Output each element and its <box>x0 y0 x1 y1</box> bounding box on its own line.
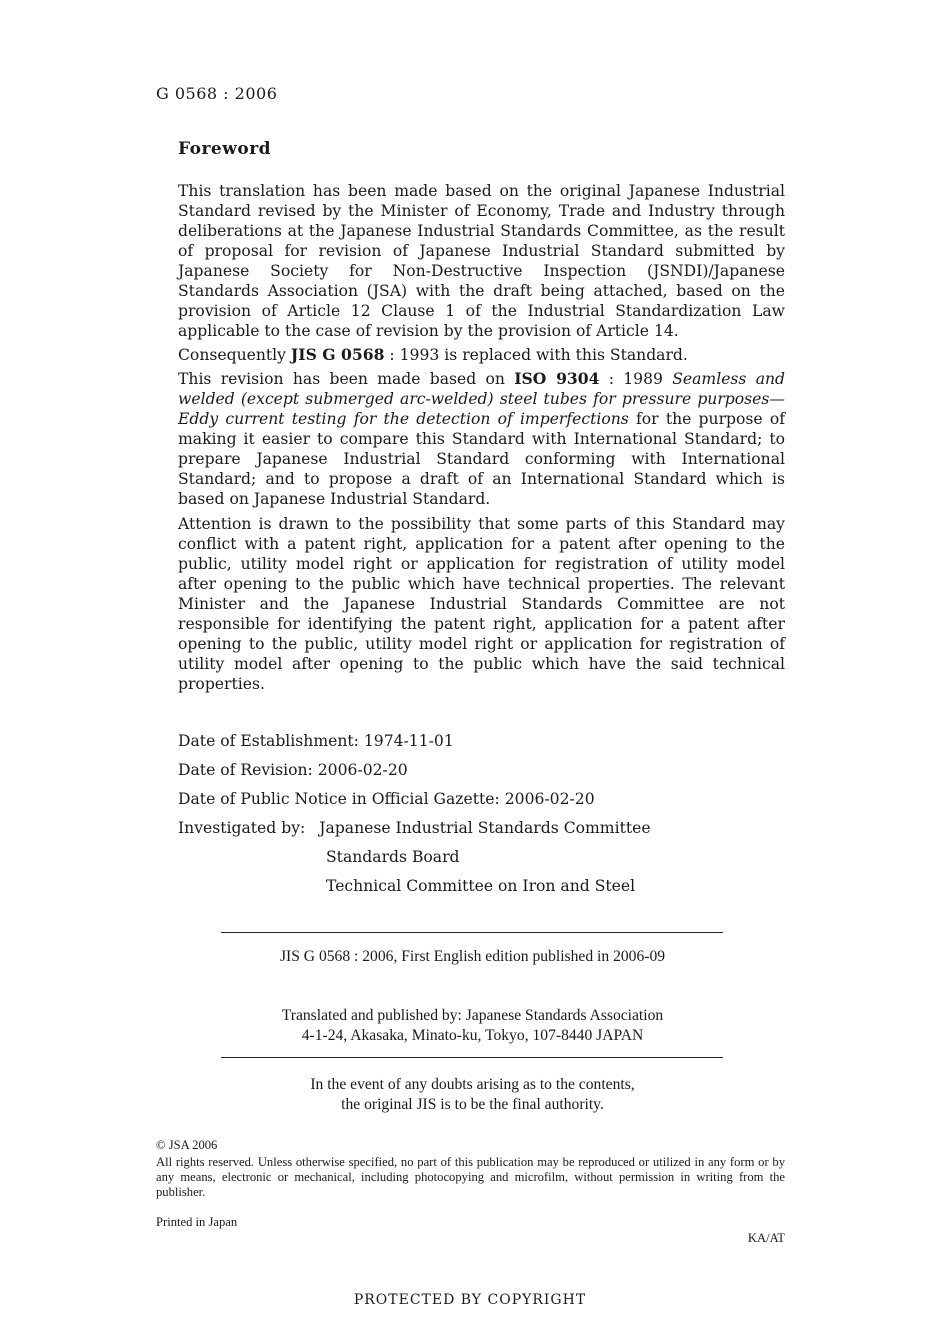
translated-by: Translated and published by: Japanese Standards Association <box>281 1007 664 1024</box>
iso-reference: ISO 9304 <box>514 369 600 388</box>
date-of-public-notice: Date of Public Notice in Official Gazette: 2006-02-20 <box>178 790 595 808</box>
paragraph-text: This revision has been made based on <box>178 370 515 388</box>
publisher-address: 4-1-24, Akasaka, Minato-ku, Tokyo, 107-8440 JAPAN <box>301 1027 644 1044</box>
foreword-heading: Foreword <box>178 139 272 159</box>
date-of-revision: Date of Revision: 2006-02-20 <box>178 761 408 779</box>
standard-reference: JIS G 0568 <box>290 345 385 364</box>
divider-top <box>221 932 723 933</box>
investigated-by-board: Standards Board <box>326 848 460 866</box>
investigated-by-label: Investigated by: <box>178 819 306 837</box>
foreword-paragraph-4: Attention is drawn to the possibility that some parts of this Standard may conflict with a patent right, application for a patent after opening to the public, utility model right or application for registration of utility model after opening to the public which have technical properties. The relevant Minister and the Japanese Industrial Standards Committee are not responsible for identifying the patent right, application for a patent after opening to the public, utility model right or application for registration of utility model after opening to the public which have the said technical properties. <box>178 515 785 693</box>
divider-bottom <box>221 1057 723 1058</box>
authority-note-line-1: In the event of any doubts arising as to the contents, <box>310 1076 635 1093</box>
edition-statement: JIS G 0568 : 2006, First English edition published in 2006-09 <box>279 948 666 965</box>
rights-statement: All rights reserved. Unless otherwise specified, no part of this publication may be reproduced or utilized in any form or by any means, electronic or mechanical, including photocopying and microfilm, without permission in writing from the publisher. <box>156 1155 785 1199</box>
document-id: G 0568 : 2006 <box>156 84 278 103</box>
paragraph-text: : 1989 <box>599 370 673 388</box>
protected-by-copyright-stamp: PROTECTED BY COPYRIGHT <box>353 1292 587 1308</box>
investigated-by-technical-committee: Technical Committee on Iron and Steel <box>326 877 636 895</box>
paragraph-text: Consequently <box>178 346 291 364</box>
date-of-establishment: Date of Establishment: 1974-11-01 <box>178 732 454 750</box>
iso-title: Seamless and welded (except submerged arc-welded) steel tubes for pressure purposes—Eddy current testing for the detection of imperfections <box>178 370 786 428</box>
authority-note-line-2: the original JIS is to be the final authority. <box>341 1096 604 1113</box>
foreword-paragraph-1: This translation has been made based on the original Japanese Industrial Standard revised by the Minister of Economy, Trade and Industry through deliberations at the Japanese Industrial Standards Committee, as the result of proposal for revision of Japanese Industrial Standard submitted by Japanese Society for Non-Destructive Inspection (JSNDI)/Japanese Standards Association (JSA) with the draft being attached, based on the provision of Article 12 Clause 1 of the Industrial Standardization Law applicable to the case of revision by the provision of Article 14. <box>178 182 785 340</box>
investigated-by-row <box>178 819 651 837</box>
copyright-notice: © JSA 2006 <box>156 1138 218 1152</box>
foreword-paragraph-3 <box>178 369 785 509</box>
paragraph-text: : 1993 is replaced with this Standard. <box>384 346 688 364</box>
foreword-paragraph-2 <box>178 345 785 365</box>
paragraph-text: for the purpose of making it easier to compare this Standard with International Standard; to prepare Japanese Industrial Standard conforming with International Standard; and to propose a draft of an International Standard which is based on Japanese Industrial Standard. <box>178 410 785 508</box>
printed-in: Printed in Japan <box>156 1215 238 1229</box>
translator-code: KA/AT <box>747 1231 785 1245</box>
investigated-by-committee: Japanese Industrial Standards Committee <box>319 819 651 837</box>
